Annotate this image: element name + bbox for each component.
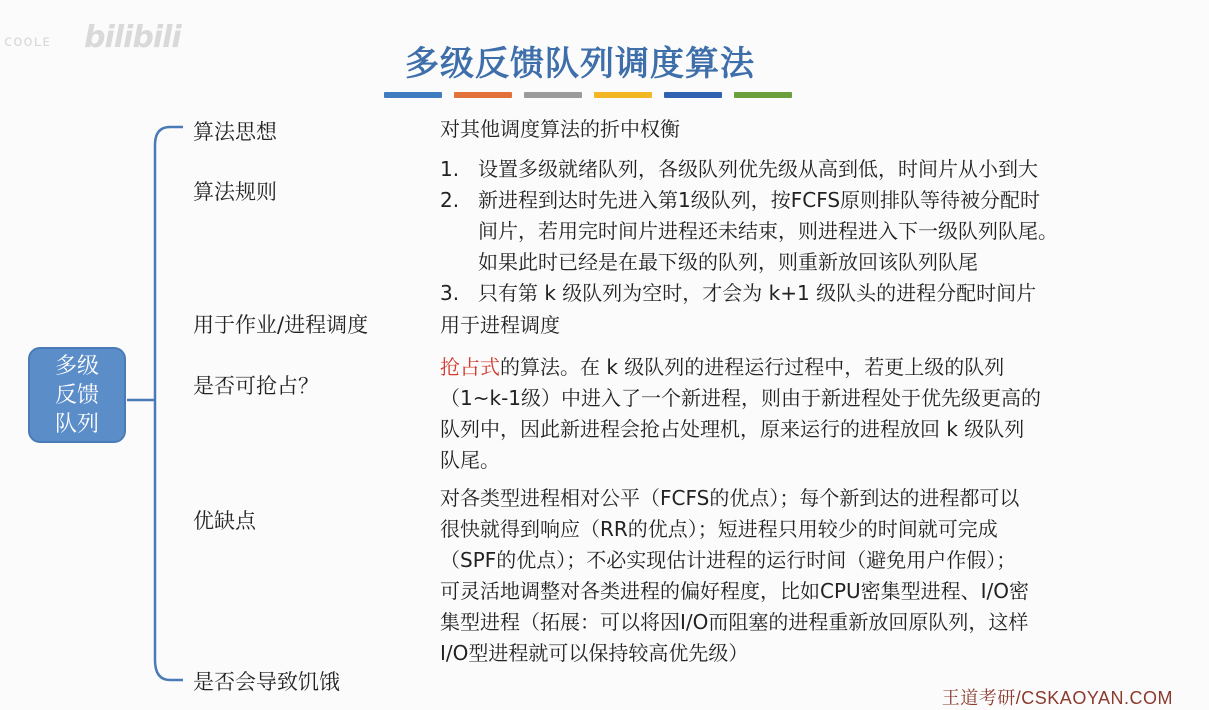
color-segment xyxy=(524,92,582,98)
rule-item xyxy=(440,154,1058,185)
usage-text: 用于进程调度 xyxy=(440,313,560,337)
root-label-line: 反馈 xyxy=(54,382,99,408)
rule-number: 1. xyxy=(440,157,460,181)
rule-number: 2. xyxy=(440,188,460,212)
bilibili-logo: bilibili xyxy=(84,20,181,55)
rule-item xyxy=(440,278,1058,309)
color-segment xyxy=(384,92,442,98)
category-usage: 用于作业/进程调度 xyxy=(193,313,369,337)
pros-cons-text xyxy=(440,483,1029,669)
footer-brand: 王道考研/CSKAOYAN.COM xyxy=(941,688,1173,708)
preempt-highlight: 抢占式 xyxy=(440,355,500,379)
rules-list xyxy=(440,154,1058,309)
slide-title: 多级反馈队列调度算法 xyxy=(405,44,755,84)
root-label-line: 队列 xyxy=(54,411,99,437)
color-segment xyxy=(734,92,792,98)
preempt-line: 队尾。 xyxy=(440,448,500,472)
rule-text: 如果此时已经是在最下级的队列，则重新放回该队列队尾 xyxy=(478,250,978,274)
category-rules: 算法规则 xyxy=(193,180,277,204)
watermark-text: ᴄᴏᴏʟᴇ xyxy=(4,32,51,50)
preempt-line-rest: 的算法。在 k 级队列的进程运行过程中，若更上级的队列 xyxy=(500,355,1005,379)
pros-line: 很快就得到响应（RR的优点）；短进程只用较少的时间就可完成 xyxy=(440,517,998,541)
idea-text: 对其他调度算法的折中权衡 xyxy=(440,117,680,141)
rule-item xyxy=(440,185,1058,216)
color-segment xyxy=(454,92,512,98)
pros-line: （SPF的优点）；不必实现估计进程的运行时间（避免用户作假）； xyxy=(440,548,1017,572)
preempt-line: 队列中，因此新进程会抢占处理机，原来运行的进程放回 k 级队列 xyxy=(440,417,1025,441)
preempt-line xyxy=(440,352,1041,383)
root-label-line: 多级 xyxy=(54,353,99,379)
category-idea: 算法思想 xyxy=(193,120,277,144)
rule-text: 新进程到达时先进入第1级队列，按FCFS原则排队等待被分配时 xyxy=(478,188,1041,212)
rule-text: 只有第 k 级队列为空时，才会为 k+1 级队头的进程分配时间片 xyxy=(478,281,1037,305)
color-segment xyxy=(594,92,652,98)
root-node xyxy=(28,347,126,443)
connector-brace xyxy=(155,127,170,680)
pros-line: 可灵活地调整对各类进程的偏好程度，比如CPU密集型进程、I/O密 xyxy=(440,579,1030,603)
title-color-bar xyxy=(384,92,792,98)
rule-text: 间片，若用完时间片进程还未结束，则进程进入下一级队列队尾。 xyxy=(478,219,1058,243)
rule-text: 设置多级就绪队列，各级队列优先级从高到低，时间片从小到大 xyxy=(478,157,1038,181)
color-segment xyxy=(664,92,722,98)
category-starvation: 是否会导致饥饿 xyxy=(193,670,340,694)
pros-line: 对各类型进程相对公平（FCFS的优点）；每个新到达的进程都可以 xyxy=(440,486,1020,510)
category-pros-cons: 优缺点 xyxy=(193,509,256,533)
category-preempt: 是否可抢占？ xyxy=(193,374,319,398)
pros-line: I/O型进程就可以保持较高优先级） xyxy=(440,641,749,665)
pros-line: 集型进程（拓展：可以将因I/O而阻塞的进程重新放回原队列，这样 xyxy=(440,610,1029,634)
preempt-line: （1~k-1级）中进入了一个新进程，则由于新进程处于优先级更高的 xyxy=(440,386,1042,410)
rule-number: 3. xyxy=(440,281,460,305)
preempt-text xyxy=(440,352,1041,476)
